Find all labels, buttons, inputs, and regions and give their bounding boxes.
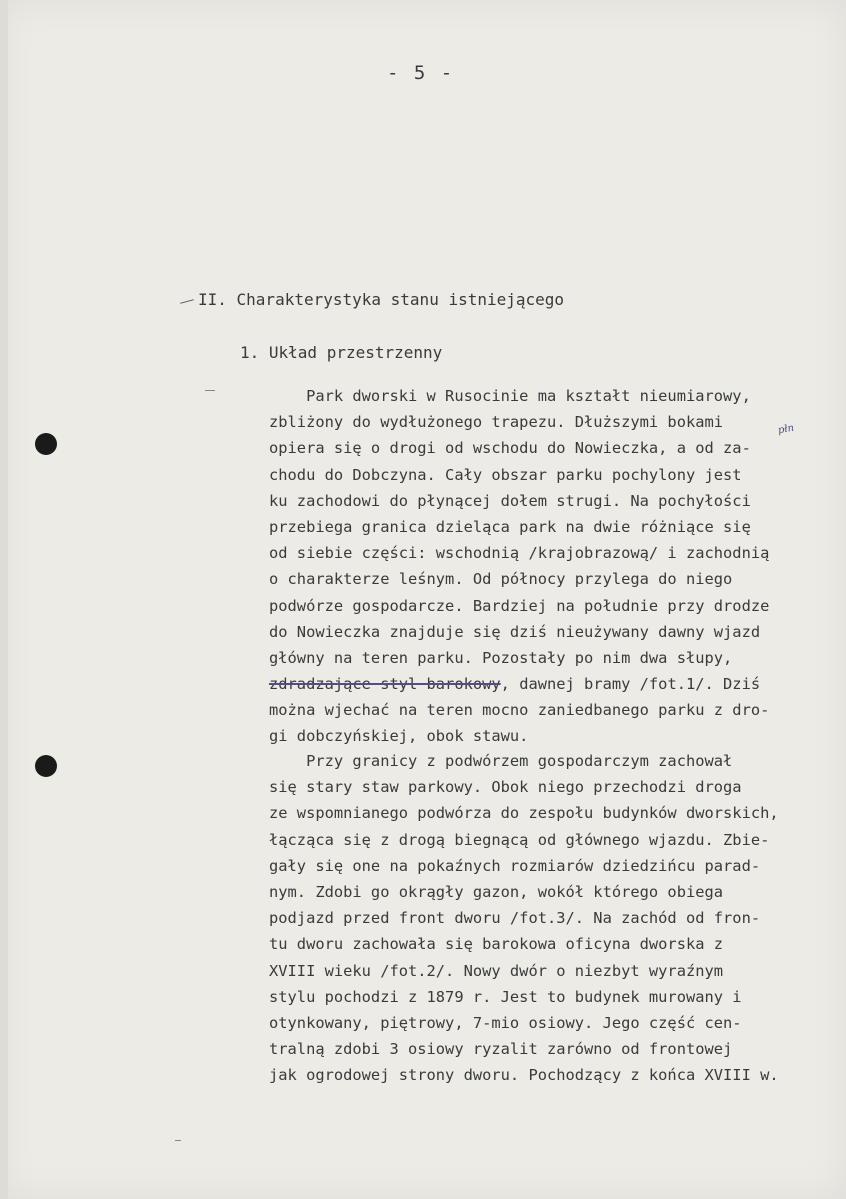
text-line: gi dobczyńskiej, obok stawu.	[269, 727, 529, 746]
handwritten-annotation: płn	[777, 422, 795, 437]
text-line: łącząca się z drogą biegnącą od głównego wjazdu. Zbie-	[269, 830, 770, 849]
subsection-heading: 1. Układ przestrzenny	[240, 343, 443, 362]
text-line: ku zachodowi do płynącej dołem strugi. Na pochyłości	[269, 491, 751, 510]
text-line: tu dworu zachowała się barokowa oficyna dworska z	[269, 935, 724, 954]
struck-through-text: zdradzające styl barokowy	[269, 675, 501, 694]
text-line: ze wspomnianego podwórza do zespołu budynków dworskich,	[269, 804, 779, 823]
text-line: do Nowieczka znajduje się dziś nieużywany dawny wjazd	[269, 622, 761, 641]
margin-tick-mark	[180, 299, 194, 304]
text-line: podwórze gospodarcze. Bardziej na południe przy drodze	[269, 596, 770, 615]
text-line: nym. Zdobi go okrągły gazon, wokół którego obiega	[269, 882, 724, 901]
text-line: główny na teren parku. Pozostały po nim dwa słupy,	[269, 648, 733, 667]
text-line: można wjechać na teren mocno zaniedbanego parku z dro-	[269, 701, 770, 720]
text-line: opiera się o drogi od wschodu do Nowieczka, a od za-	[269, 439, 751, 458]
paragraph-2	[269, 748, 779, 1088]
punch-hole-top	[35, 433, 57, 455]
text-line: Park dworski w Rusocinie ma kształt nieumiarowy,	[269, 387, 751, 405]
text-line: XVIII wieku /fot.2/. Nowy dwór o niezbyt wyraźnym	[269, 961, 724, 980]
punch-hole-bottom	[35, 755, 57, 777]
text-line: zbliżony do wydłużonego trapezu. Dłuższymi bokami	[269, 413, 724, 432]
text-line: gały się one na pokaźnych rozmiarów dziedzińcu parad-	[269, 856, 761, 875]
text-line: Przy granicy z podwórzem gospodarczym zachował	[269, 752, 733, 770]
section-heading: II. Charakterystyka stanu istniejącego	[198, 290, 565, 309]
line-text: , dawnej bramy /fot.1/. Dziś	[500, 675, 761, 694]
page-number: - 5 -	[387, 62, 455, 84]
text-line: o charakterze leśnym. Od północy przylega do niego	[269, 570, 733, 589]
text-line: przebiega granica dzieląca park na dwie różniące się	[269, 517, 751, 536]
text-line: chodu do Dobczyna. Cały obszar parku pochylony jest	[269, 465, 742, 484]
stray-mark	[175, 1140, 181, 1141]
stray-mark	[205, 390, 215, 391]
paper-edge	[0, 0, 8, 1199]
text-line: się stary staw parkowy. Obok niego przechodzi droga	[269, 778, 742, 797]
text-line: tralną zdobi 3 osiowy ryzalit zarówno od frontowej	[269, 1040, 733, 1059]
text-line	[269, 671, 769, 697]
paragraph-1	[269, 383, 769, 750]
text-line: od siebie części: wschodnią /krajobrazową/ i zachodnią	[269, 544, 770, 563]
text-line: otynkowany, piętrowy, 7-mio osiowy. Jego część cen-	[269, 1013, 742, 1032]
text-line: stylu pochodzi z 1879 r. Jest to budynek murowany i	[269, 987, 742, 1006]
text-line: podjazd przed front dworu /fot.3/. Na zachód od fron-	[269, 909, 761, 928]
text-line: jak ogrodowej strony dworu. Pochodzący z końca XVIII w.	[269, 1066, 779, 1085]
